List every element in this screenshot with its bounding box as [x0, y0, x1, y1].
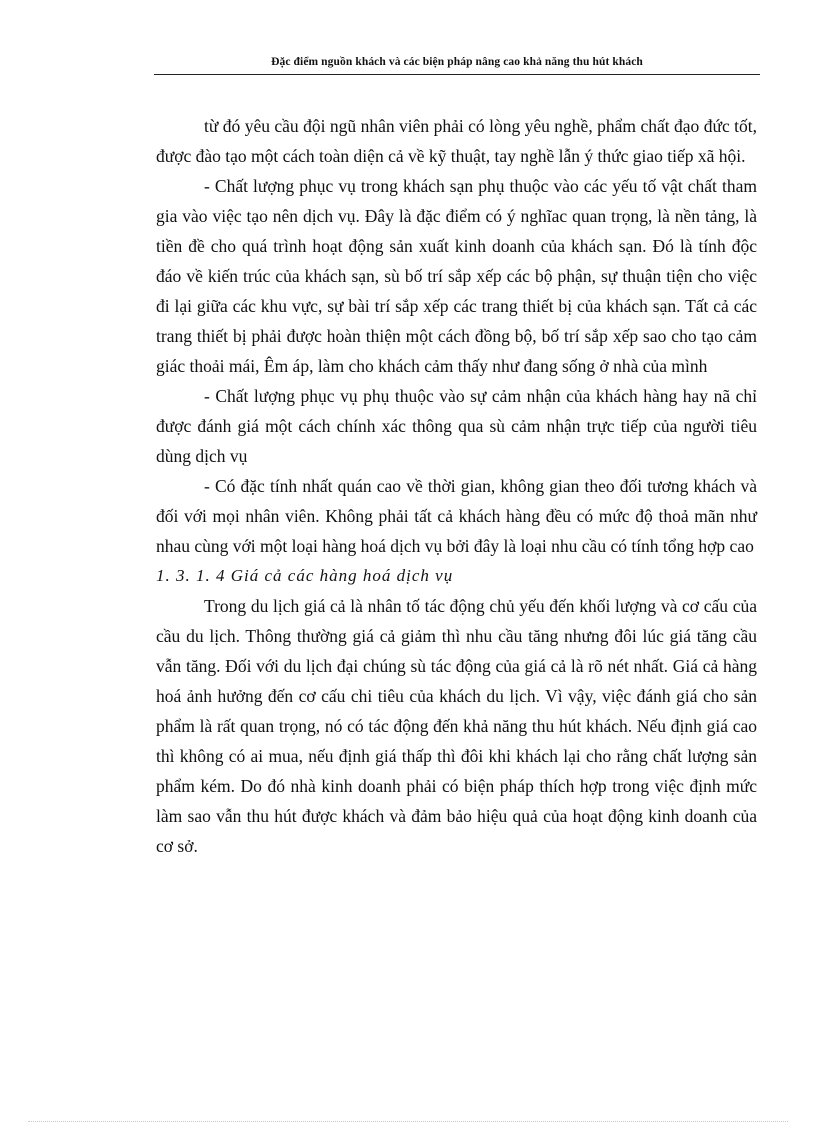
- document-body: [156, 111, 757, 861]
- paragraph-4: - Có đặc tính nhất quán cao về thời gian, không gian theo đối tương khách và đối với mọi nhân viên. Không phải tất cả khách hàng đều có mức độ thoả mãn như nhau cùng với một loại hàng hoá dịch vụ bởi đây là loại nhu cầu có tính tổng hợp cao: [156, 476, 757, 556]
- paragraph-1: từ đó yêu cầu đội ngũ nhân viên phải có lòng yêu nghề, phẩm chất đạo đức tốt, được đào tạo một cách toàn diện cả về kỹ thuật, tay nghề lẫn ý thức giao tiếp xã hội.: [156, 116, 757, 166]
- page-bottom-border: [28, 1121, 788, 1122]
- paragraph-2: - Chất lượng phục vụ trong khách sạn phụ thuộc vào các yếu tố vật chất tham gia vào việc tạo nên dịch vụ. Đây là đặc điểm có ý nghĩac quan trọng, là nền tảng, là tiền đề cho quá trình hoạt động sản xuất kinh doanh của khách sạn. Đó là tính độc đáo về kiến trúc của khách sạn, sù bố trí sắp xếp các bộ phận, sự thuận tiện cho việc đi lại giữa các khu vực, sự bài trí sắp xếp các trang thiết bị của khách sạn. Tất cả các trang thiết bị phải được hoàn thiện một cách đồng bộ, bố trí sắp xếp sao cho tạo cảm giác thoải mái, Êm áp, làm cho khách cảm thấy như đang sống ở nhà của mình: [156, 176, 757, 376]
- paragraph-3: - Chất lượng phục vụ phụ thuộc vào sự cảm nhận của khách hàng hay nã chỉ được đánh giá một cách chính xác thông qua sù cảm nhận trực tiếp của người tiêu dùng dịch vụ: [156, 386, 757, 466]
- paragraph-5: Trong du lịch giá cả là nhân tố tác động chủ yếu đến khối lượng và cơ cấu của cầu du lịch. Thông thường giá cả giảm thì nhu cầu tăng nhưng đôi lúc giá tăng cầu vẫn tăng. Đối với du lịch đại chúng sù tác động của giá cả là rõ nét nhất. Giá cả hàng hoá ảnh hưởng đến cơ cấu chi tiêu của khách du lịch. Vì vậy, việc đánh giá cho sản phẩm là rất quan trọng, nó có tác động đến khả năng thu hút khách. Nếu định giá cao thì không có ai mua, nếu định giá thấp thì đôi khi khách lại cho rằng chất lượng sản phẩm kém. Do đó nhà kinh doanh phải có biện pháp thích hợp trong việc định mức làm sao vẫn thu hút được khách và đảm bảo hiệu quả của hoạt động kinh doanh của cơ sở.: [156, 596, 757, 856]
- header-divider: [154, 74, 760, 75]
- running-header: Đặc điểm nguồn khách và các biện pháp nâng cao khả năng thu hút khách: [271, 56, 643, 68]
- section-subheading: 1. 3. 1. 4 Giá cả các hàng hoá dịch vụ: [156, 566, 454, 585]
